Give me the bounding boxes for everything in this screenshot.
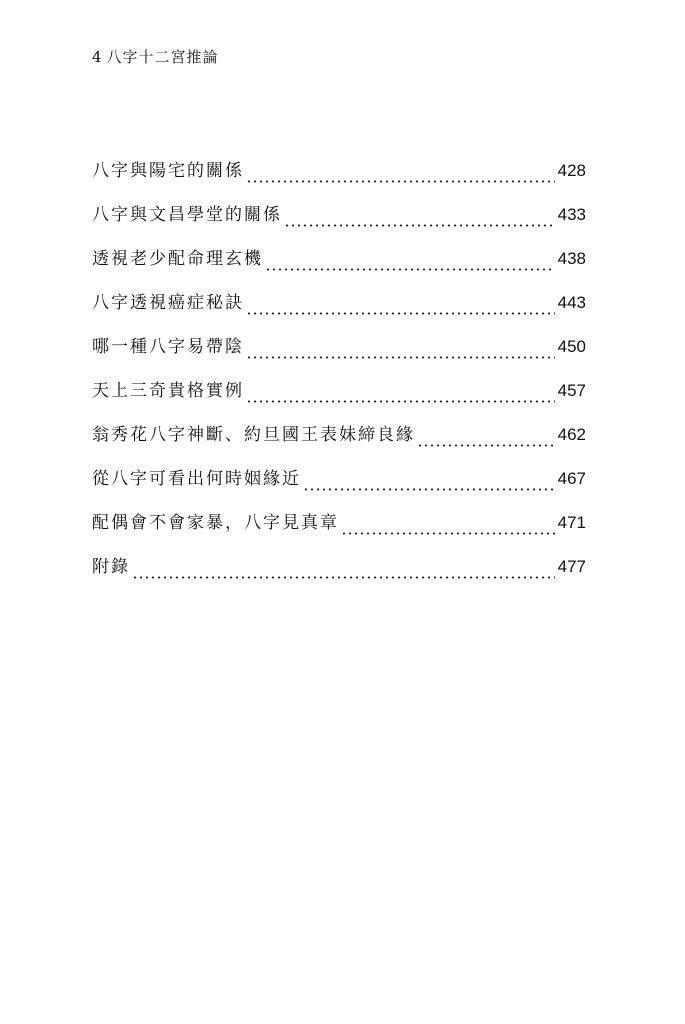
toc-leader-dots <box>303 488 555 491</box>
table-of-contents <box>92 156 586 596</box>
toc-entry-page: 457 <box>557 381 586 400</box>
toc-leader-dots <box>246 400 555 403</box>
toc-entry-page: 438 <box>557 249 586 268</box>
toc-entry <box>92 420 586 464</box>
header-page-number: 4 <box>92 48 103 66</box>
toc-entry-title: 八字透視癌症秘訣 <box>92 293 244 313</box>
toc-entry-page: 467 <box>557 469 586 488</box>
toc-leader-dots <box>132 576 555 579</box>
toc-entry-page: 471 <box>557 513 586 532</box>
toc-entry-title: 附錄 <box>92 557 130 577</box>
toc-entry <box>92 288 586 332</box>
toc-entry-page: 450 <box>557 337 586 356</box>
toc-entry-title: 八字與文昌學堂的關係 <box>92 205 282 225</box>
toc-entry <box>92 200 586 244</box>
toc-entry <box>92 508 586 552</box>
header-book-title: 八字十二宮推論 <box>106 48 219 66</box>
toc-entry-title: 從八字可看出何時姻緣近 <box>92 469 301 489</box>
toc-leader-dots <box>417 444 555 447</box>
toc-leader-dots <box>284 224 555 227</box>
toc-entry <box>92 156 586 200</box>
toc-leader-dots <box>265 268 555 271</box>
running-header <box>92 46 219 67</box>
toc-entry-page: 462 <box>557 425 586 444</box>
toc-leader-dots <box>246 180 555 183</box>
toc-entry-page: 428 <box>557 161 586 180</box>
toc-leader-dots <box>341 532 555 535</box>
toc-entry <box>92 464 586 508</box>
toc-entry-title: 哪一種八字易帶陰 <box>92 337 244 357</box>
toc-entry <box>92 332 586 376</box>
toc-entry <box>92 552 586 596</box>
toc-entry-title: 透視老少配命理玄機 <box>92 249 263 269</box>
toc-entry <box>92 244 586 288</box>
toc-entry-page: 433 <box>557 205 586 224</box>
toc-entry-title: 配偶會不會家暴，八字見真章 <box>92 513 339 533</box>
toc-entry-page: 477 <box>557 557 586 576</box>
toc-entry-title: 八字與陽宅的關係 <box>92 161 244 181</box>
toc-leader-dots <box>246 312 555 315</box>
toc-entry-title: 天上三奇貴格實例 <box>92 381 244 401</box>
toc-entry-page: 443 <box>557 293 586 312</box>
toc-entry <box>92 376 586 420</box>
toc-leader-dots <box>246 356 555 359</box>
toc-entry-title: 翁秀花八字神斷、約旦國王表妹締良緣 <box>92 425 415 445</box>
